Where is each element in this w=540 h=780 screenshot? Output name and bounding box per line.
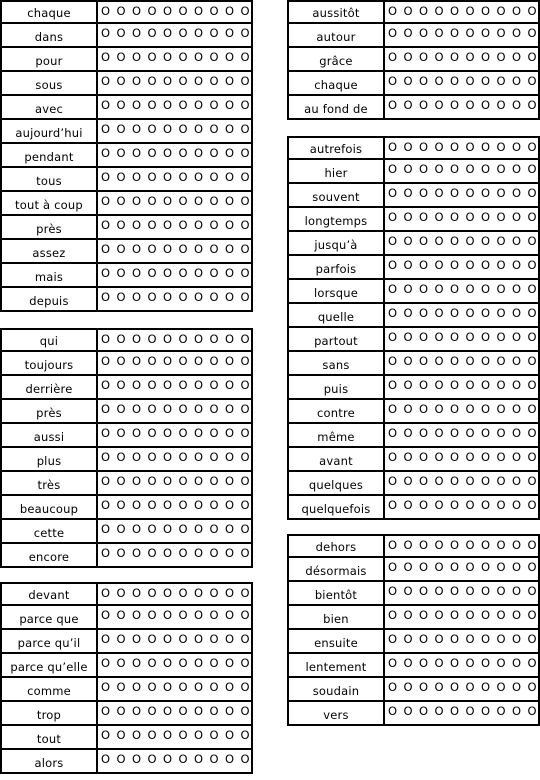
circle-tally-cell[interactable]: O O O O O O O O O O bbox=[96, 0, 253, 24]
word-row bbox=[287, 534, 540, 558]
circle-tally-cell[interactable]: O O O O O O O O O O bbox=[96, 750, 253, 774]
circle-tally-cell[interactable]: O O O O O O O O O O bbox=[383, 328, 540, 352]
word-row bbox=[287, 472, 540, 496]
word-row bbox=[287, 208, 540, 232]
word-cell: partout bbox=[287, 328, 383, 352]
circle-tally-cell[interactable]: O O O O O O O O O O bbox=[96, 606, 253, 630]
word-row bbox=[0, 216, 253, 240]
word-row bbox=[0, 448, 253, 472]
word-cell: contre bbox=[287, 400, 383, 424]
word-cell: avec bbox=[0, 96, 96, 120]
circle-tally-cell[interactable]: O O O O O O O O O O bbox=[96, 400, 253, 424]
circle-tally-cell[interactable]: O O O O O O O O O O bbox=[96, 654, 253, 678]
circle-tally-cell[interactable]: O O O O O O O O O O bbox=[96, 192, 253, 216]
circle-tally-cell[interactable]: O O O O O O O O O O bbox=[383, 96, 540, 120]
circle-tally-cell[interactable]: O O O O O O O O O O bbox=[96, 520, 253, 544]
word-cell: quelques bbox=[287, 472, 383, 496]
word-table-5 bbox=[287, 136, 540, 520]
word-row bbox=[0, 288, 253, 312]
circle-tally-cell[interactable]: O O O O O O O O O O bbox=[96, 168, 253, 192]
circle-tally-cell[interactable]: O O O O O O O O O O bbox=[96, 24, 253, 48]
word-row bbox=[0, 520, 253, 544]
word-row bbox=[287, 304, 540, 328]
word-row bbox=[0, 352, 253, 376]
word-cell: puis bbox=[287, 376, 383, 400]
word-row bbox=[287, 654, 540, 678]
word-cell: dehors bbox=[287, 534, 383, 558]
word-row bbox=[287, 184, 540, 208]
word-row bbox=[0, 726, 253, 750]
circle-tally-cell[interactable]: O O O O O O O O O O bbox=[96, 288, 253, 312]
word-cell: quelquefois bbox=[287, 496, 383, 520]
word-cell: même bbox=[287, 424, 383, 448]
word-row bbox=[0, 654, 253, 678]
word-cell: souvent bbox=[287, 184, 383, 208]
word-cell: vers bbox=[287, 702, 383, 726]
word-row bbox=[287, 328, 540, 352]
word-row bbox=[287, 48, 540, 72]
word-cell: tous bbox=[0, 168, 96, 192]
word-table-4 bbox=[287, 0, 540, 120]
word-row bbox=[0, 264, 253, 288]
circle-tally-cell[interactable]: O O O O O O O O O O bbox=[96, 376, 253, 400]
word-cell: autour bbox=[287, 24, 383, 48]
word-cell: hier bbox=[287, 160, 383, 184]
circle-tally-cell[interactable]: O O O O O O O O O O bbox=[383, 256, 540, 280]
word-row bbox=[0, 24, 253, 48]
circle-tally-cell[interactable]: O O O O O O O O O O bbox=[383, 232, 540, 256]
word-cell: bientôt bbox=[287, 582, 383, 606]
word-cell: trop bbox=[0, 702, 96, 726]
word-cell: mais bbox=[0, 264, 96, 288]
word-row bbox=[287, 606, 540, 630]
circle-tally-cell[interactable]: O O O O O O O O O O bbox=[383, 678, 540, 702]
circle-tally-cell[interactable]: O O O O O O O O O O bbox=[383, 582, 540, 606]
word-cell: bien bbox=[287, 606, 383, 630]
circle-tally-cell[interactable]: O O O O O O O O O O bbox=[383, 208, 540, 232]
word-cell: cette bbox=[0, 520, 96, 544]
circle-tally-cell[interactable]: O O O O O O O O O O bbox=[383, 136, 540, 160]
circle-tally-cell[interactable]: O O O O O O O O O O bbox=[383, 702, 540, 726]
circle-tally-cell[interactable]: O O O O O O O O O O bbox=[96, 496, 253, 520]
word-row bbox=[287, 0, 540, 24]
circle-tally-cell[interactable]: O O O O O O O O O O bbox=[96, 726, 253, 750]
word-row bbox=[0, 606, 253, 630]
word-cell: près bbox=[0, 400, 96, 424]
word-row bbox=[0, 544, 253, 568]
word-row bbox=[0, 424, 253, 448]
word-cell: parfois bbox=[287, 256, 383, 280]
word-row bbox=[287, 376, 540, 400]
word-cell: tout bbox=[0, 726, 96, 750]
word-row bbox=[0, 472, 253, 496]
word-cell: avant bbox=[287, 448, 383, 472]
word-row bbox=[0, 192, 253, 216]
word-row bbox=[0, 120, 253, 144]
word-cell: plus bbox=[0, 448, 96, 472]
word-cell: depuis bbox=[0, 288, 96, 312]
word-table-1 bbox=[0, 0, 253, 312]
word-cell: beaucoup bbox=[0, 496, 96, 520]
circle-tally-cell[interactable]: O O O O O O O O O O bbox=[96, 544, 253, 568]
word-row bbox=[0, 72, 253, 96]
word-cell: aujourd’hui bbox=[0, 120, 96, 144]
word-table-3 bbox=[0, 582, 253, 774]
word-row bbox=[287, 96, 540, 120]
circle-tally-cell[interactable]: O O O O O O O O O O bbox=[96, 424, 253, 448]
word-row bbox=[0, 702, 253, 726]
word-cell: lentement bbox=[287, 654, 383, 678]
word-cell: encore bbox=[0, 544, 96, 568]
circle-tally-cell[interactable]: O O O O O O O O O O bbox=[383, 496, 540, 520]
circle-tally-cell[interactable]: O O O O O O O O O O bbox=[383, 424, 540, 448]
word-row bbox=[0, 144, 253, 168]
word-row bbox=[287, 496, 540, 520]
circle-tally-cell[interactable]: O O O O O O O O O O bbox=[383, 472, 540, 496]
word-row bbox=[0, 630, 253, 654]
circle-tally-cell[interactable]: O O O O O O O O O O bbox=[96, 678, 253, 702]
circle-tally-cell[interactable]: O O O O O O O O O O bbox=[96, 72, 253, 96]
word-row bbox=[287, 24, 540, 48]
circle-tally-cell[interactable]: O O O O O O O O O O bbox=[96, 448, 253, 472]
word-cell: désormais bbox=[287, 558, 383, 582]
word-cell: toujours bbox=[0, 352, 96, 376]
circle-tally-cell[interactable]: O O O O O O O O O O bbox=[383, 630, 540, 654]
word-row bbox=[287, 448, 540, 472]
word-cell: ensuite bbox=[287, 630, 383, 654]
circle-tally-cell[interactable]: O O O O O O O O O O bbox=[96, 96, 253, 120]
word-row bbox=[287, 702, 540, 726]
word-cell: dans bbox=[0, 24, 96, 48]
circle-tally-cell[interactable]: O O O O O O O O O O bbox=[383, 0, 540, 24]
word-cell: qui bbox=[0, 328, 96, 352]
circle-tally-cell[interactable]: O O O O O O O O O O bbox=[96, 630, 253, 654]
circle-tally-cell[interactable]: O O O O O O O O O O bbox=[383, 48, 540, 72]
circle-tally-cell[interactable]: O O O O O O O O O O bbox=[383, 24, 540, 48]
word-cell: pendant bbox=[0, 144, 96, 168]
word-row bbox=[287, 400, 540, 424]
circle-tally-cell[interactable]: O O O O O O O O O O bbox=[383, 72, 540, 96]
word-cell: pour bbox=[0, 48, 96, 72]
word-row bbox=[287, 280, 540, 304]
word-cell: grâce bbox=[287, 48, 383, 72]
word-cell: jusqu’à bbox=[287, 232, 383, 256]
word-row bbox=[287, 424, 540, 448]
word-row bbox=[287, 558, 540, 582]
word-cell: derrière bbox=[0, 376, 96, 400]
circle-tally-cell[interactable]: O O O O O O O O O O bbox=[383, 304, 540, 328]
word-cell: aussi bbox=[0, 424, 96, 448]
word-row bbox=[287, 256, 540, 280]
circle-tally-cell[interactable]: O O O O O O O O O O bbox=[96, 264, 253, 288]
word-cell: chaque bbox=[0, 0, 96, 24]
circle-tally-cell[interactable]: O O O O O O O O O O bbox=[383, 376, 540, 400]
circle-tally-cell[interactable]: O O O O O O O O O O bbox=[96, 120, 253, 144]
word-cell: parce que bbox=[0, 606, 96, 630]
word-cell: longtemps bbox=[287, 208, 383, 232]
word-cell: parce qu’elle bbox=[0, 654, 96, 678]
word-row bbox=[287, 582, 540, 606]
word-cell: aussitôt bbox=[287, 0, 383, 24]
word-cell: assez bbox=[0, 240, 96, 264]
word-row bbox=[0, 48, 253, 72]
word-row bbox=[287, 678, 540, 702]
word-row bbox=[0, 0, 253, 24]
circle-tally-cell[interactable]: O O O O O O O O O O bbox=[383, 654, 540, 678]
word-cell: soudain bbox=[287, 678, 383, 702]
word-row bbox=[0, 168, 253, 192]
word-cell: lorsque bbox=[287, 280, 383, 304]
circle-tally-cell[interactable]: O O O O O O O O O O bbox=[96, 216, 253, 240]
word-row bbox=[287, 352, 540, 376]
word-cell: tout à coup bbox=[0, 192, 96, 216]
word-row bbox=[0, 96, 253, 120]
circle-tally-cell[interactable]: O O O O O O O O O O bbox=[96, 48, 253, 72]
circle-tally-cell[interactable]: O O O O O O O O O O bbox=[96, 702, 253, 726]
word-cell: très bbox=[0, 472, 96, 496]
word-cell: parce qu’il bbox=[0, 630, 96, 654]
word-cell: près bbox=[0, 216, 96, 240]
word-row bbox=[287, 630, 540, 654]
circle-tally-cell[interactable]: O O O O O O O O O O bbox=[383, 184, 540, 208]
word-cell: au fond de bbox=[287, 96, 383, 120]
circle-tally-cell[interactable]: O O O O O O O O O O bbox=[383, 606, 540, 630]
word-row bbox=[0, 750, 253, 774]
word-row bbox=[0, 582, 253, 606]
word-row bbox=[287, 72, 540, 96]
circle-tally-cell[interactable]: O O O O O O O O O O bbox=[383, 160, 540, 184]
word-cell: devant bbox=[0, 582, 96, 606]
circle-tally-cell[interactable]: O O O O O O O O O O bbox=[383, 534, 540, 558]
word-row bbox=[287, 160, 540, 184]
circle-tally-cell[interactable]: O O O O O O O O O O bbox=[383, 558, 540, 582]
circle-tally-cell[interactable]: O O O O O O O O O O bbox=[383, 352, 540, 376]
word-row bbox=[0, 240, 253, 264]
word-cell: quelle bbox=[287, 304, 383, 328]
circle-tally-cell[interactable]: O O O O O O O O O O bbox=[383, 400, 540, 424]
word-cell: alors bbox=[0, 750, 96, 774]
word-row bbox=[0, 678, 253, 702]
word-cell: comme bbox=[0, 678, 96, 702]
word-row bbox=[0, 328, 253, 352]
word-cell: autrefois bbox=[287, 136, 383, 160]
circle-tally-cell[interactable]: O O O O O O O O O O bbox=[383, 280, 540, 304]
word-row bbox=[0, 376, 253, 400]
circle-tally-cell[interactable]: O O O O O O O O O O bbox=[96, 472, 253, 496]
word-row bbox=[287, 232, 540, 256]
word-table-2 bbox=[0, 328, 253, 568]
circle-tally-cell[interactable]: O O O O O O O O O O bbox=[96, 352, 253, 376]
word-table-6 bbox=[287, 534, 540, 726]
word-row bbox=[287, 136, 540, 160]
circle-tally-cell[interactable]: O O O O O O O O O O bbox=[383, 448, 540, 472]
circle-tally-cell[interactable]: O O O O O O O O O O bbox=[96, 240, 253, 264]
word-cell: chaque bbox=[287, 72, 383, 96]
word-cell: sous bbox=[0, 72, 96, 96]
circle-tally-cell[interactable]: O O O O O O O O O O bbox=[96, 328, 253, 352]
word-cell: sans bbox=[287, 352, 383, 376]
circle-tally-cell[interactable]: O O O O O O O O O O bbox=[96, 144, 253, 168]
circle-tally-cell[interactable]: O O O O O O O O O O bbox=[96, 582, 253, 606]
word-row bbox=[0, 496, 253, 520]
word-row bbox=[0, 400, 253, 424]
